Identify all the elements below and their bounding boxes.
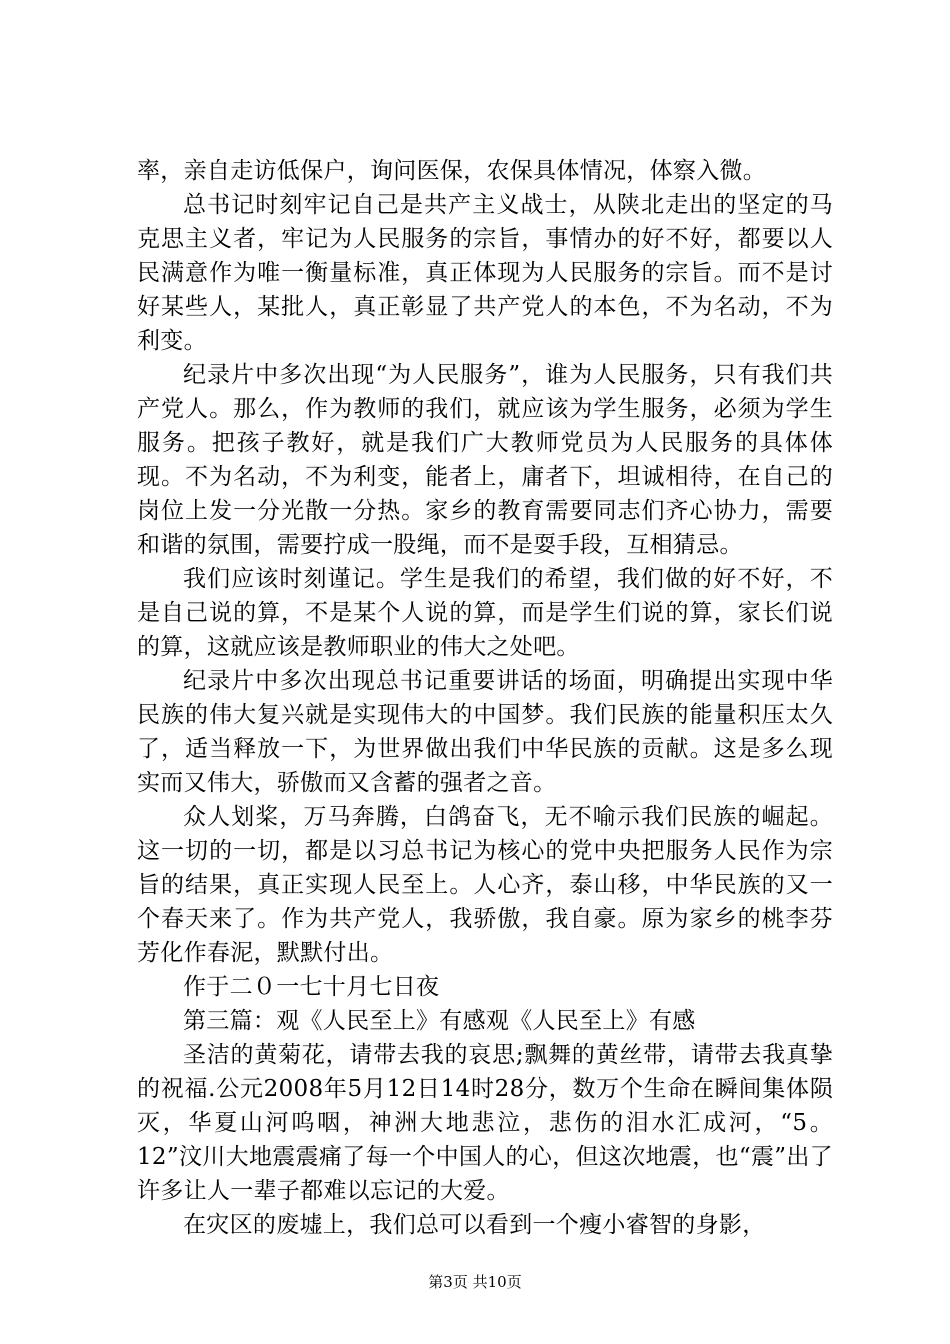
paragraph: 纪录片中多次出现总书记重要讲话的场面，明确提出实现中华民族的伟大复兴就是实现伟大的中国梦。我们民族的能量积压太久了，适当释放一下，为世界做出我们中华民族的贡献。这是多么现实而又伟大，骄傲而又含蓄的强者之音。 [137,668,833,796]
date-line: 作于二０一七十月七日夜 [183,974,440,1000]
section-heading: 第三篇：观《人民至上》有感观《人民至上》有感 [183,1008,696,1034]
paragraph: 率，亲自走访低保户，询问医保，农保具体情况，体察入微。 [137,158,767,184]
paragraph: 众人划桨，万马奔腾，白鸽奋飞，无不喻示我们民族的崛起。这一切的一切，都是以习总书记为核心的党中央把服务人民作为宗旨的结果，真正实现人民至上。人心齐，泰山移，中华民族的又一个春天来了。作为共产党人，我骄傲，我自豪。原为家乡的桃李芬芳化作春泥，默默付出。 [137,804,833,966]
page-number: 第3页 共10页 [428,1273,522,1291]
paragraph: 我们应该时刻谨记。学生是我们的希望，我们做的好不好，不是自己说的算，不是某个人说的算，而是学生们说的算，家长们说的算，这就应该是教师职业的伟大之处吧。 [137,566,833,660]
paragraph: 圣洁的黄菊花，请带去我的哀思;飘舞的黄丝带，请带去我真挚的祝福.公元2008年5月12日14时28分，数万个生命在瞬间集体陨灭，华夏山河呜咽，神洲大地悲泣，悲伤的泪水汇成河，“5。12”汶川大地震震痛了每一个中国人的心，但这次地震，也“震”出了许多让人一辈子都难以忘记的大爱。 [137,1042,833,1204]
paragraph: 纪录片中多次出现“为人民服务”，谁为人民服务，只有我们共产党人。那么，作为教师的我们，就应该为学生服务，必须为学生服务。把孩子教好，就是我们广大教师党员为人民服务的具体体现。不为名动，不为利变，能者上，庸者下，坦诚相待，在自己的岗位上发一分光散一分热。家乡的教育需要同志们齐心协力，需要和谐的氛围，需要拧成一股绳，而不是耍手段，互相猜忌。 [137,362,833,558]
paragraph: 总书记时刻牢记自己是共产主义战士，从陕北走出的坚定的马克思主义者，牢记为人民服务的宗旨，事情办的好不好，都要以人民满意作为唯一衡量标准，真正体现为人民服务的宗旨。而不是讨好某些人，某批人，真正彰显了共产党人的本色，不为名动，不为利变。 [137,192,833,354]
paragraph: 在灾区的废墟上，我们总可以看到一个瘦小睿智的身影， [183,1212,766,1238]
document-body [137,154,833,1242]
